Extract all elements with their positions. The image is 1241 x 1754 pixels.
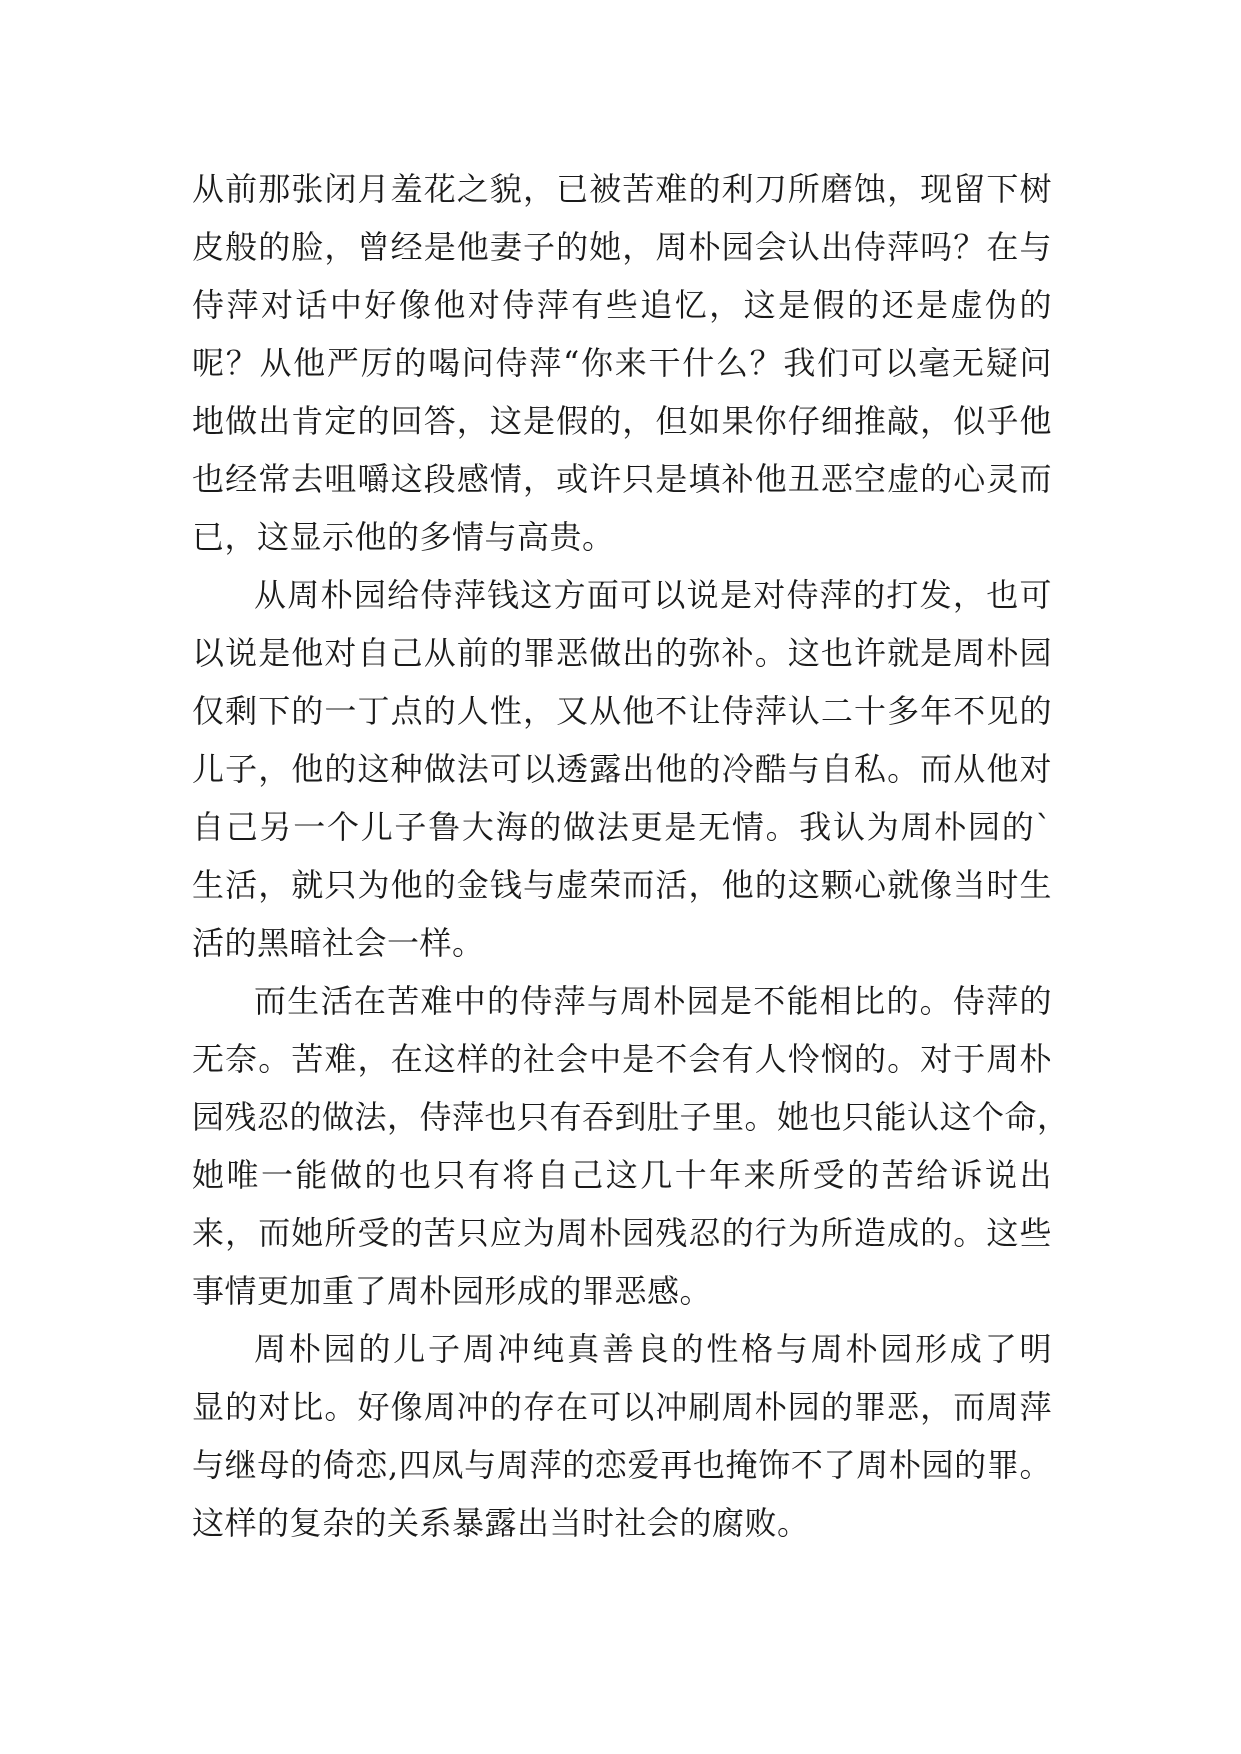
text-line: 儿子，他的这种做法可以透露出他的冷酷与自私。而从他对 bbox=[192, 750, 1052, 788]
text-line: 从前那张闭月羞花之貌，已被苦难的利刀所磨蚀，现留下树 bbox=[192, 170, 1052, 208]
text-line: 也经常去咀嚼这段感情，或许只是填补他丑恶空虚的心灵而 bbox=[192, 460, 1052, 498]
document-body bbox=[192, 160, 1070, 1552]
text-line: 她唯一能做的也只有将自己这几十年来所受的苦给诉说出 bbox=[192, 1156, 1052, 1194]
text-line: 呢？从他严厉的喝问侍萍“你来干什么？我们可以毫无疑问 bbox=[192, 344, 1052, 382]
paragraph-1 bbox=[192, 160, 1052, 566]
paragraph-3 bbox=[192, 972, 1070, 1320]
text-line: 皮般的脸，曾经是他妻子的她，周朴园会认出侍萍吗？在与 bbox=[192, 228, 1052, 266]
text-line: 来，而她所受的苦只应为周朴园残忍的行为所造成的。这些 bbox=[192, 1214, 1052, 1252]
text-line: 侍萍对话中好像他对侍萍有些追忆，这是假的还是虚伪的 bbox=[192, 286, 1052, 324]
text-line: 无奈。苦难，在这样的社会中是不会有人怜悯的。对于周朴 bbox=[192, 1040, 1052, 1078]
text-line: 地做出肯定的回答，这是假的，但如果你仔细推敲，似乎他 bbox=[192, 402, 1052, 440]
text-line: 而生活在苦难中的侍萍与周朴园是不能相比的。侍萍的 bbox=[254, 982, 1052, 1020]
paragraph-4 bbox=[192, 1320, 1052, 1552]
text-line: 生活，就只为他的金钱与虚荣而活，他的这颗心就像当时生 bbox=[192, 866, 1052, 904]
text-line: 周朴园的儿子周冲纯真善良的性格与周朴园形成了明 bbox=[254, 1330, 1052, 1368]
text-line: 已，这显示他的多情与高贵。 bbox=[192, 518, 615, 556]
text-line: 以说是他对自己从前的罪恶做出的弥补。这也许就是周朴园 bbox=[192, 634, 1052, 672]
text-line: 活的黑暗社会一样。 bbox=[192, 924, 485, 962]
text-line: 显的对比。好像周冲的存在可以冲刷周朴园的罪恶，而周萍 bbox=[192, 1388, 1052, 1426]
text-line: 园残忍的做法，侍萍也只有吞到肚子里。她也只能认这个命， bbox=[192, 1098, 1070, 1136]
paragraph-2 bbox=[192, 566, 1052, 972]
text-line: 事情更加重了周朴园形成的罪恶感。 bbox=[192, 1272, 713, 1310]
text-line: 仅剩下的一丁点的人性，又从他不让侍萍认二十多年不见的 bbox=[192, 692, 1052, 730]
text-line: 这样的复杂的关系暴露出当时社会的腐败。 bbox=[192, 1504, 810, 1542]
text-line: 从周朴园给侍萍钱这方面可以说是对侍萍的打发，也可 bbox=[254, 576, 1052, 614]
text-line: 自己另一个儿子鲁大海的做法更是无情。我认为周朴园的` bbox=[192, 808, 1052, 846]
text-line: 与继母的倚恋,四凤与周萍的恋爱再也掩饰不了周朴园的罪。 bbox=[192, 1446, 1052, 1484]
